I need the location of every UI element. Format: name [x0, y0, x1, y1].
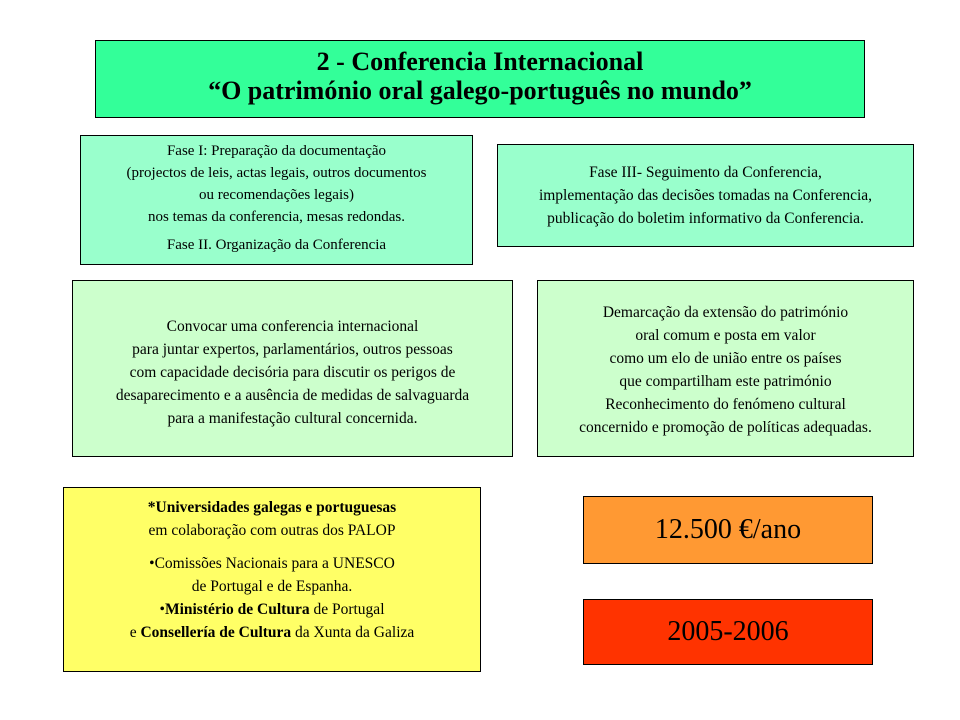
- title-line-2: “O património oral galego-português no mundo”: [208, 76, 752, 105]
- partners-universities: [64, 496, 480, 519]
- ministerio-label: Ministério de Cultura: [164, 601, 310, 618]
- partners-unesco-countries: de Portugal e de Espanha.: [191, 578, 353, 595]
- convocar-line: para juntar expertos, parlamentários, outros pessoas: [132, 341, 453, 358]
- partners-box: [63, 487, 481, 672]
- demarcacao-line: concernido e promoção de políticas adequadas.: [579, 419, 872, 436]
- demarcacao-line: Reconhecimento do fenómeno cultural: [605, 396, 846, 413]
- bullet: •: [159, 601, 165, 618]
- fase-1-2-box: [80, 135, 473, 265]
- fase-3-line: publicação do boletim informativo da Conferencia.: [547, 210, 864, 227]
- fase-1-line: Fase I: Preparação da documentação: [166, 143, 387, 159]
- title-line-1: 2 - Conferencia Internacional: [316, 47, 644, 76]
- spacer: [64, 542, 480, 552]
- partners-ministerio: [64, 598, 480, 621]
- ministerio-rest: de Portugal: [309, 601, 385, 618]
- fase-2-line: Fase II. Organização da Conferencia: [166, 237, 387, 253]
- convocar-line: com capacidade decisória para discutir os perigos de: [129, 364, 456, 381]
- demarcacao-line: Demarcação da extensão do património: [602, 304, 849, 321]
- demarcacao-line: que compartilham este património: [619, 373, 832, 390]
- partners-palop: em colaboração com outras dos PALOP: [148, 522, 396, 539]
- conselleria-label: Consellería de Cultura: [140, 624, 292, 641]
- period-value: 2005-2006: [667, 616, 789, 647]
- demarcacao-line: oral comum e posta em valor: [635, 327, 816, 344]
- convocar-line: desaparecimento e a ausência de medidas de salvaguarda: [115, 387, 470, 404]
- convocar-line: para a manifestação cultural concernida.: [167, 410, 418, 427]
- fase-3-box: [497, 144, 914, 247]
- fase-1-line: ou recomendações legais): [199, 187, 354, 203]
- fase-1-line: nos temas da conferencia, mesas redondas.: [148, 209, 405, 225]
- period-box: [583, 599, 873, 665]
- fase-3-line: implementação das decisões tomadas na Conferencia,: [538, 187, 873, 204]
- universities-label: *Universidades galegas e portuguesas: [147, 499, 397, 516]
- budget-box: [583, 496, 873, 564]
- conjunction: e: [129, 624, 141, 641]
- demarcacao-box: [537, 280, 914, 457]
- conselleria-rest: da Xunta da Galiza: [291, 624, 415, 641]
- fase-3-line: Fase III- Seguimento da Conferencia,: [589, 164, 822, 181]
- convocar-box: [72, 280, 513, 457]
- fase-1-line: (projectos de leis, actas legais, outros documentos: [126, 165, 427, 181]
- partners-unesco: •Comissões Nacionais para a UNESCO: [149, 555, 395, 572]
- conference-title-box: [95, 40, 865, 118]
- partners-conselleria: [64, 621, 480, 644]
- convocar-line: Convocar uma conferencia internacional: [166, 318, 419, 335]
- budget-value: 12.500 €/ano: [654, 514, 802, 545]
- demarcacao-line: como um elo de união entre os países: [609, 350, 842, 367]
